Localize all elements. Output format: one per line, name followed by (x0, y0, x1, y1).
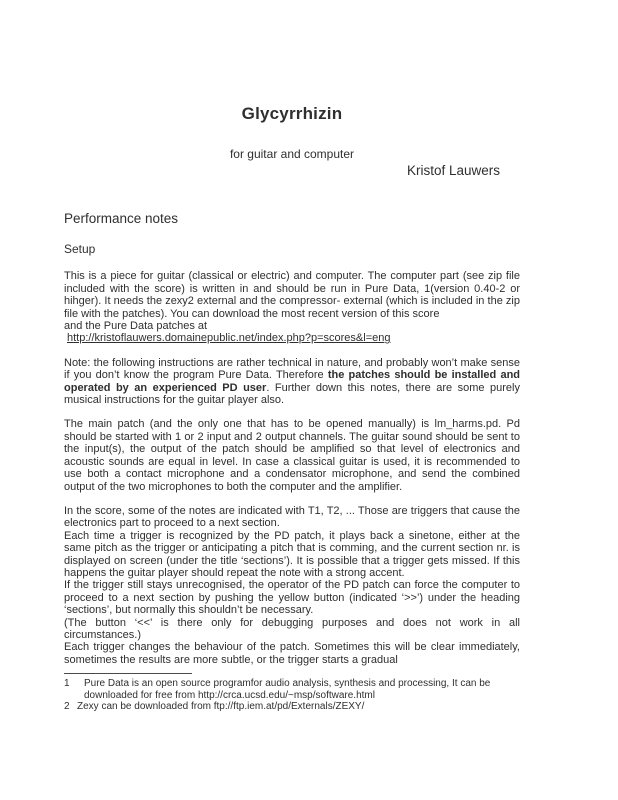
footnote-1-number: 1 (64, 678, 70, 690)
footnotes-section (64, 673, 520, 713)
score-link-line (64, 332, 520, 344)
paragraph-setup-intro-text: This is a piece for guitar (classical or electric) and computer. The computer part (see zip file included with the score) is written in and should be run in Pure Data, 1(version 0.40-2 or hihger). It needs the zexy2 external and the compressor- external (which is included in the zip file with the patches). You can download the most recent version of this score (64, 270, 520, 320)
paragraph-note-bold: the patches should be installed and operated by an experienced PD user (64, 369, 521, 394)
paragraph-setup-intro (64, 270, 520, 344)
footnote-2 (64, 701, 520, 713)
footnote-2-text: Zexy can be downloaded from ftp://ftp.iem.at/pd/Externals/ZEXY/ (77, 701, 365, 713)
score-download-link[interactable]: http://kristoflauwers.domainepublic.net/index.php?p=scores&l=eng (67, 332, 391, 345)
triggers-line-2: Each time a trigger is recognized by the PD patch, it plays back a sinetone, either at the same pitch as the trigger or anticipating a pitch that is comming, and the current section nr. is displayed on screen (under the title ‘sections’). It is possible that a trigger gets missed. If this happens the guitar player should repeat the note with a strong accent. (64, 529, 520, 579)
paragraph-triggers (64, 505, 520, 666)
footnote-2-number: 2 (64, 701, 70, 713)
section-heading-performance-notes: Performance notes (64, 211, 179, 226)
page-title: Glycyrrhizin (241, 104, 343, 123)
paragraph-note (64, 357, 520, 407)
paragraph-main-patch: The main patch (and the only one that has to be opened manually) is lm_harms.pd. Pd should be started with 1 or 2 input and 2 output channels. The guitar sound should be sent to the input(s), the output of the patch should be amplified so that level of electronics and acoustic sounds are equal in level. In case a classical guitar is used, it is recommended to use both a contact microphone and a condensator microphone, and send the combined output of the two microphones to both the computer and the amplifier. (64, 418, 520, 493)
author-name: Kristof Lauwers (406, 163, 500, 178)
paragraph-note-pre: Note: the following instructions are rather technical in nature, and probably won’t make sense if you don’t know the program Pure Data. Therefore (64, 356, 520, 382)
triggers-line-3: If the trigger still stays unrecognised, the operator of the PD patch can force the computer to proceed to a next section by pushing the yellow button (indicated ‘>>’) under the heading ‘sections’, but normally this shouldn’t be necessary. (64, 579, 520, 617)
paragraph-note-post: . Further down this notes, there are some purely musical instructions for the guitar player also. (64, 381, 520, 407)
triggers-line-5: Each trigger changes the behaviour of the patch. Sometimes this will be clear immediately, sometimes the results are more subtle, or the trigger starts a gradual (64, 641, 520, 666)
body-text (64, 270, 520, 666)
footnote-separator (64, 673, 192, 674)
triggers-line-1: In the score, some of the notes are indicated with T1, T2, ... Those are triggers that cause the electronics part to proceed to a next section. (64, 504, 520, 530)
subsection-heading-setup: Setup (64, 242, 96, 256)
paragraph-setup-patches-line: and the Pure Data patches at (64, 320, 208, 333)
page-subtitle: for guitar and computer (229, 147, 355, 161)
footnote-1 (64, 678, 520, 701)
footnote-1-text: Pure Data is an open source programfor audio analysis, synthesis and processing, It can be downloaded for free from http://crca.ucsd.edu/~msp/software.html (84, 678, 491, 701)
triggers-line-4: (The button ‘<<’ is there only for debugging purposes and does not work in all circumstances.) (64, 616, 520, 641)
